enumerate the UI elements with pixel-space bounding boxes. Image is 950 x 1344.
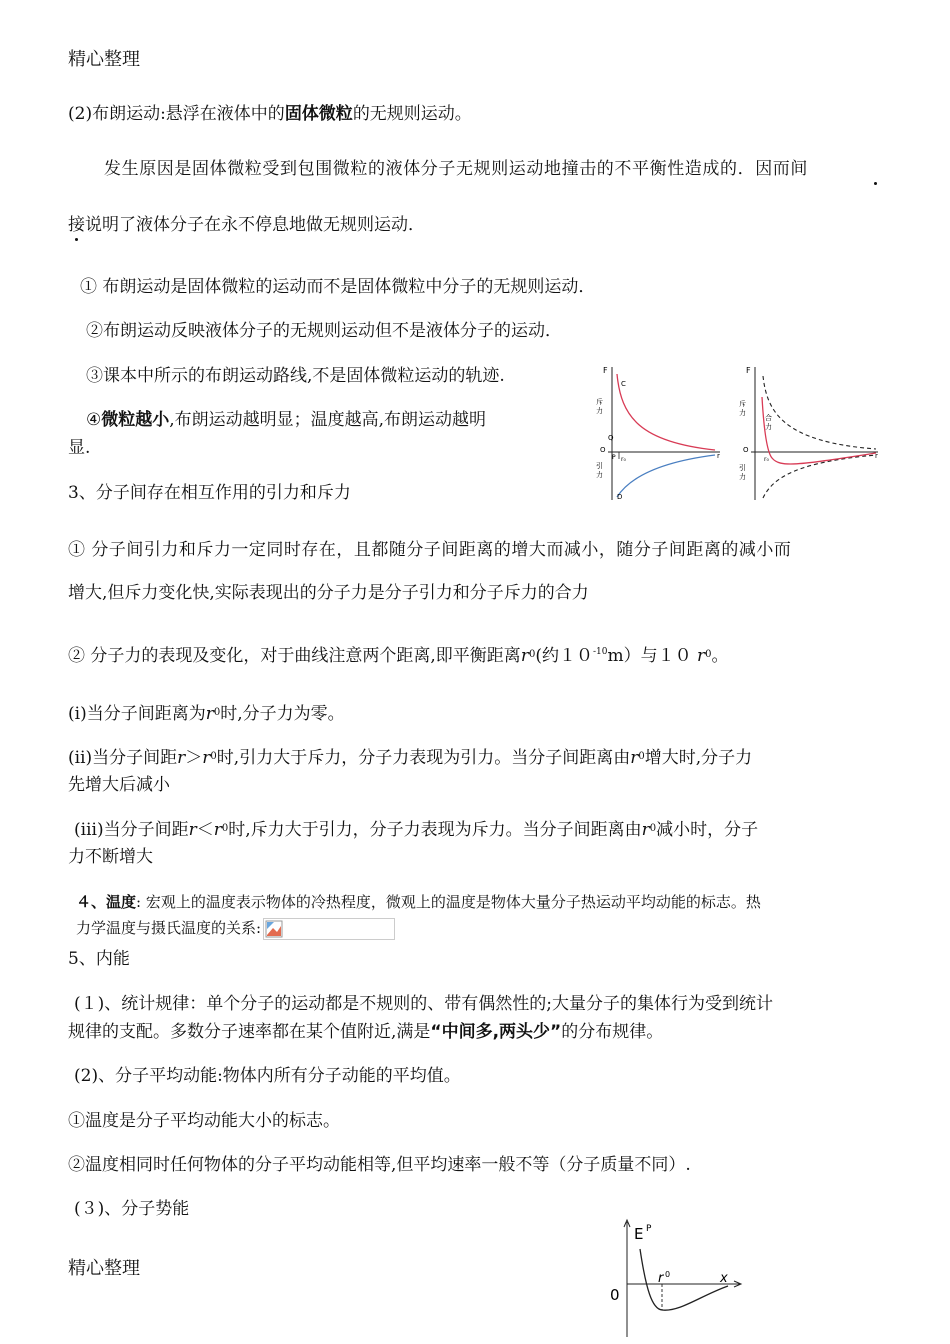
symbol-r: r [205,704,214,724]
label-repulsion-1: 斥 [739,400,746,408]
label-r: r [875,452,878,460]
text: 时,斥力大于引力，分子力表现为斥力。当分子间距离由 [228,820,642,840]
section-5-point-2: (2)、分子平均动能:物体内所有分子动能的平均值。 [74,1066,461,1086]
case-iii [74,817,758,842]
section-4-cont [76,916,395,940]
emphasis-solid-particles: 固体微粒 [284,104,353,124]
text: ① [68,540,86,560]
symbol-r: r [630,748,639,768]
section-5-point-1-cont [68,1020,663,1044]
text: (ⅱ)当分子间距 [68,748,178,768]
figure-potential-energy [600,1214,760,1344]
case-ii-cont: 先增大后减小 [68,775,170,795]
section-3-point-1 [68,538,791,562]
label-f: F [746,366,751,375]
list-item-4-cont: 显. [68,438,91,458]
section-5-point-1: (１)、统计规律：单个分子的运动都是不规则的、带有偶然性的;大量分子的集体行为受到统计 [74,994,773,1014]
text: 规律的支配。多数分子速率都在某个值附近,满是 [68,1022,431,1042]
text: 时,分子力为零。 [220,704,345,724]
label-ep-sub: P [646,1224,652,1234]
text: 减小时，分子 [656,820,759,840]
text: 的分布规律。 [561,1022,664,1042]
potential-curve [640,1249,728,1310]
case-i [68,701,345,726]
section-3-point-1-cont: 增大,但斥力变化快,实际表现出的分子力是分子引力和分子斥力的合力 [68,583,589,603]
list-item-2: ②布朗运动反映液体分子的无规则运动但不是液体分子的运动． [86,321,562,341]
label-ep: E [634,1225,644,1243]
figure-force-curves-2 [738,362,883,502]
net-force-curve [762,397,876,464]
subscript-0: 0 [705,649,712,660]
label-q: Q [608,434,614,442]
text: ,布朗运动越明显；温度越高,布朗运动越明 [169,410,487,430]
broken-image-placeholder [263,918,395,940]
page-header: 精心整理 [68,49,140,70]
repulsion-curve [763,376,876,449]
text: 。 [711,646,729,666]
text: 时,引力大于斥力，分子力表现为引力。当分子间距离由 [216,748,631,768]
section-4-title: ４、温度 [76,893,137,911]
subscript-0: 0 [213,707,221,718]
label-f: F [603,366,608,375]
label-attraction-1: 引 [739,464,746,472]
section-5-point-3: ①温度是分子平均动能大小的标志。 [68,1111,340,1131]
symbol-r: r [177,748,186,768]
label-net-1: 合 [765,414,772,422]
subscript-0: 0 [649,823,657,834]
symbol-r: r [697,646,706,666]
label-attraction-1: 引 [596,462,603,470]
emphasis-distribution: “中间多,两头少” [430,1022,562,1042]
emphasis-dot [75,238,78,241]
list-item-3: ③课本中所示的布朗运动路线,不是固体微粒运动的轨迹. [86,366,505,386]
label-repulsion-2: 力 [596,407,603,415]
section-3-point-2 [68,640,729,668]
section-3-title: 3、分子间存在相互作用的引力和斥力 [68,483,351,503]
section-5-point-5: (３)、分子势能 [74,1199,190,1219]
list-item-1: ① 布朗运动是固体微粒的运动而不是固体微粒中分子的无规则运动． [80,277,596,297]
text: m）与１０ [607,646,692,666]
symbol-r: r [188,820,197,840]
label-zero: 0 [610,1286,620,1304]
emphasis-dot [874,182,877,185]
text: 分子间引力和斥力一定同时存在，且都随分子间距离的增大而减小，随分子间距离的减小而 [91,540,792,560]
label-p: P [612,454,616,461]
attraction-curve [617,455,715,497]
symbol-r: r [213,820,222,840]
text: ＞ [185,748,203,768]
list-item-4 [86,408,486,432]
label-net-2: 力 [765,423,772,431]
text: : 宏观上的温度表示物体的冷热程度，微观上的温度是物体大量分子热运动平均动能的标志。热 [136,893,761,911]
label-d: D [617,493,623,501]
label-origin: O [600,446,606,454]
label-c: C [621,380,626,388]
case-iii-cont: 力不断增大 [68,847,153,867]
label-r0: r₀ [764,456,769,463]
subscript-0: 0 [221,823,229,834]
text: ＜ [196,820,214,840]
paragraph-cause-line1: 发生原因是固体微粒受到包围微粒的液体分子无规则运动地撞击的不平衡性造成的．因而间 [104,159,808,179]
label-attraction-2: 力 [596,471,603,479]
label-origin: O [743,446,749,454]
exponent: -10 [592,647,608,657]
repulsion-curve [617,374,715,450]
label-x: x [720,1271,728,1286]
text: ④ [86,410,102,430]
text: (约１０ [535,646,593,666]
text: (2)布朗运动:悬浮在液体中的 [68,104,285,124]
symbol-r: r [641,820,650,840]
page-footer: 精心整理 [68,1258,140,1279]
case-ii [68,745,752,770]
subscript-0: 0 [528,649,536,660]
section-5-title: 5、内能 [68,949,130,969]
paragraph-cause-line2: 接说明了液体分子在永不停息地做无规则运动． [68,215,425,235]
symbol-r: r [202,748,211,768]
paragraph-brownian-definition [68,102,472,126]
label-r0: r₀ [621,456,626,463]
text: 力学温度与摄氏温度的关系: [76,919,262,937]
text: (ⅲ)当分子间距 [74,820,189,840]
text: 分子力的表现及变化，对于曲线注意两个距离,即平衡距离 [90,646,521,666]
label-r: r [717,452,720,460]
label-repulsion-2: 力 [739,409,746,417]
text: 的无规则运动。 [352,104,472,124]
subscript-0: 0 [638,751,645,762]
label-attraction-2: 力 [739,473,746,481]
section-4 [76,890,761,914]
broken-image-icon [265,920,283,938]
label-repulsion-1: 斥 [596,398,603,406]
section-5-point-4: ②温度相同时任何物体的分子平均动能相等,但平均速率一般不等（分子质量不同）. [68,1155,691,1175]
emphasis-smaller-particle: 微粒越小 [101,410,170,430]
symbol-r: r [520,646,529,666]
text: 增大时,分子力 [644,748,753,768]
label-r0: r [658,1271,664,1286]
label-r0-sub: 0 [665,1270,671,1279]
text: ② [68,646,85,666]
subscript-0: 0 [210,751,217,762]
figure-force-curves-1 [590,362,725,502]
text: (ⅰ)当分子间距离为 [68,704,206,724]
